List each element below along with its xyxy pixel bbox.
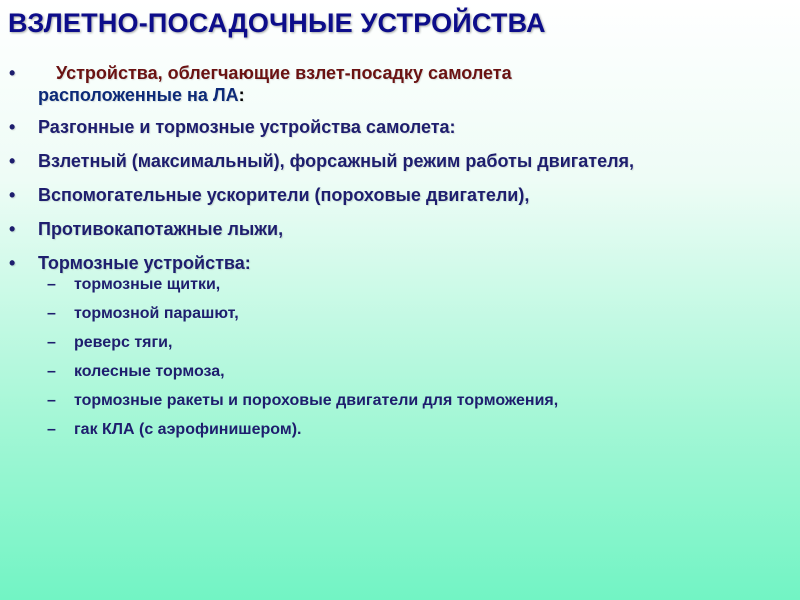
dash-marker: – <box>47 276 56 293</box>
bullet-text: Взлетный (максимальный), форсажный режим работы двигателя, <box>38 151 635 171</box>
bullet-item-braking-devices <box>0 252 800 274</box>
sub-item-text: колесные тормоза, <box>74 363 225 380</box>
bullet-marker: • <box>9 151 16 171</box>
sub-item-text: гак КЛА (с аэрофинишером). <box>74 421 302 438</box>
sub-item-text: реверс тяги, <box>74 334 173 351</box>
sub-item-arrester-hook <box>0 420 800 440</box>
sub-item-brake-flaps <box>0 275 800 295</box>
dash-marker: – <box>47 392 56 409</box>
bullet-text-line2-body: расположенные на ЛА <box>38 85 239 105</box>
bullet-marker: • <box>9 117 16 137</box>
dash-marker: – <box>47 334 56 351</box>
dash-marker: – <box>47 305 56 322</box>
sub-bullet-list <box>0 275 800 449</box>
bullet-text-line2 <box>38 84 800 106</box>
dash-marker: – <box>47 421 56 438</box>
bullet-marker: • <box>9 185 16 205</box>
bullet-marker: • <box>9 63 16 83</box>
bullet-marker: • <box>9 253 16 273</box>
bullet-item-boosters <box>0 184 800 206</box>
sub-item-brake-rockets <box>0 391 800 411</box>
dash-marker: – <box>47 363 56 380</box>
bullet-item-anti-nose-over-skis <box>0 218 800 240</box>
sub-item-brake-parachute <box>0 304 800 324</box>
bullet-text: Вспомогательные ускорители (пороховые двигатели), <box>38 185 530 205</box>
bullet-text: Противокапотажные лыжи, <box>38 219 284 239</box>
sub-item-text: тормозной парашют, <box>74 305 239 322</box>
bullet-text: Тормозные устройства: <box>38 253 251 273</box>
sub-item-wheel-brakes <box>0 362 800 382</box>
bullet-list <box>0 62 800 286</box>
bullet-marker: • <box>9 219 16 239</box>
bullet-item-accel-brake <box>0 116 800 138</box>
sub-item-thrust-reverser <box>0 333 800 353</box>
sub-item-text: тормозные ракеты и пороховые двигатели для торможения, <box>74 392 559 409</box>
bullet-item-takeoff-mode <box>0 150 800 172</box>
sub-item-text: тормозные щитки, <box>74 276 221 293</box>
bullet-text: Разгонные и тормозные устройства самолета: <box>38 117 456 137</box>
bullet-colon: : <box>238 85 245 105</box>
bullet-text-line1: Устройства, облегчающие взлет-посадку самолета <box>56 63 512 83</box>
slide-title: ВЗЛЕТНО-ПОСАДОЧНЫЕ УСТРОЙСТВА <box>8 8 546 38</box>
bullet-item-devices <box>0 62 800 106</box>
